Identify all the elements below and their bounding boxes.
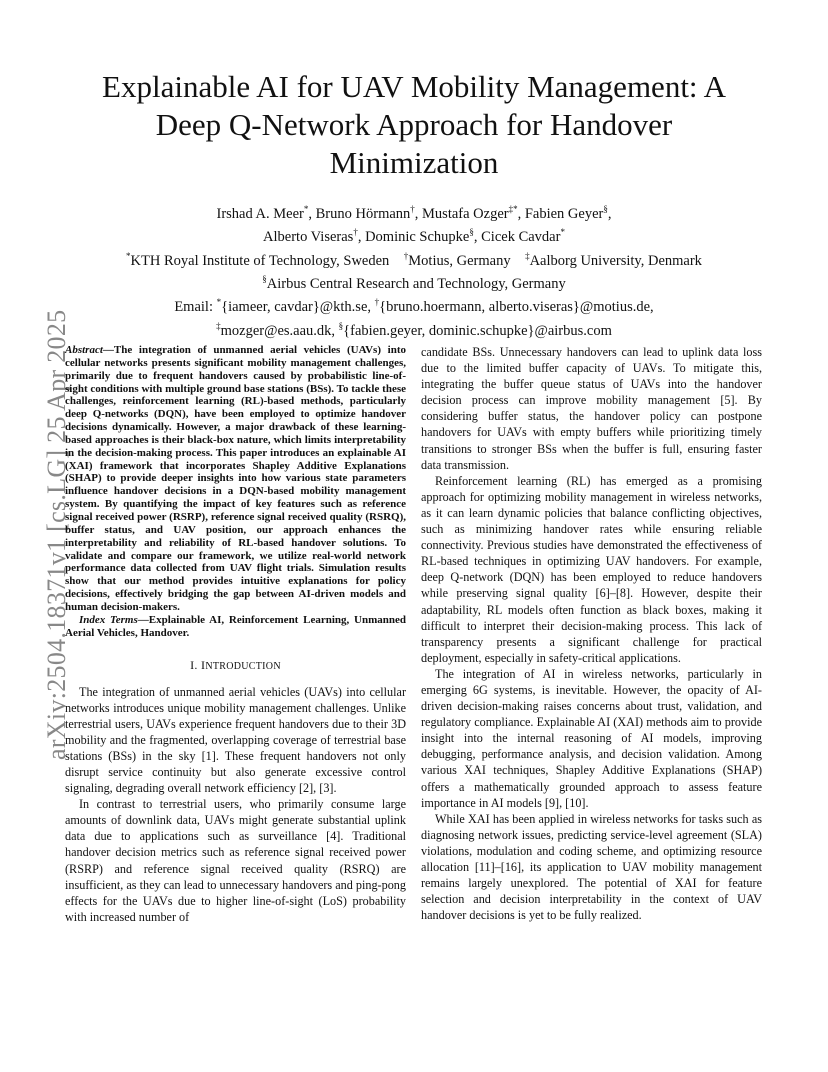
author-sep: , xyxy=(607,205,612,222)
affil-mark: ‡ xyxy=(216,320,221,331)
affil-mark: § xyxy=(338,320,344,331)
author-line-1 xyxy=(70,200,758,223)
email: {iameer, cavdar}@kth.se, xyxy=(221,299,375,316)
arxiv-stamp xyxy=(22,290,71,760)
email: {fabien.geyer, dominic.schupke}@airbus.com xyxy=(343,322,612,339)
arxiv-stamp-text: arXiv:2504.18371v1 [cs.LG] 25 Apr 2025 xyxy=(42,309,71,760)
index-terms-text: —Explainable AI, Reinforcement Learning, Unmanned Aerial Vehicles, Handover. xyxy=(65,613,406,639)
right-column xyxy=(421,344,762,923)
paragraph: The integration of unmanned aerial vehicles (UAVs) into cellular networks introduces unique mobility management challenges. Unlike terrestrial users, UAVs experience frequent handovers due to their 3D mobility and the fragmented, overlapping coverage of terrestrial base stations (BSs) in the sky [1]. These frequent handovers not only disrupt service continuity but also generate excessive control signaling, degrading overall network efficiency [2], [3]. xyxy=(65,684,406,796)
index-terms xyxy=(65,614,406,640)
affil-mark: ‡ xyxy=(525,250,530,261)
affil-mark: § xyxy=(262,273,267,284)
paragraph: candidate BSs. Unnecessary handovers can lead to uplink data loss due to the limited buffer capacity of UAVs. To mitigate this, integrating the buffer queue status of UAVs into the handover decision process can improve mobility management [5]. By considering buffer status, the handover policy can postpone handovers for UAVs with empty buffers while prioritizing timely transitions to stronger BSs when the buffer is full, ensuring faster data transmission. xyxy=(421,345,762,472)
affil-mark: * xyxy=(560,227,565,238)
affiliation: Motius, Germany xyxy=(408,252,511,269)
affil-mark: * xyxy=(126,250,131,261)
abstract xyxy=(65,344,406,614)
paragraph: The integration of AI in wireless networks, particularly in emerging 6G systems, is inevitable. However, the opacity of AI-driven decision-making raises concerns about trust, validation, and regulatory compliance. Explainable AI (XAI) methods aim to provide insight into the internal reasoning of AI models, improving debugging, performance analysis, and decision validation. Among various XAI techniques, Shapley Additive Explanations (SHAP) offers a mathematically grounded approach to assess feature importance in AI models [9], [10]. xyxy=(421,666,762,810)
section-heading xyxy=(65,657,406,675)
section-number: I. xyxy=(190,658,202,673)
author-line-2 xyxy=(70,223,758,246)
affil-mark: † xyxy=(410,204,415,214)
author-name: Irshad A. Meer xyxy=(216,205,304,222)
email-line-2 xyxy=(70,317,758,340)
affiliation: Aalborg University, Denmark xyxy=(529,252,702,269)
author-name: , Cicek Cavdar xyxy=(473,229,561,246)
email-line-1 xyxy=(70,293,758,316)
affil-mark: † xyxy=(353,227,358,238)
author-name: , Bruno Hörmann xyxy=(308,205,411,222)
affil-mark: * xyxy=(216,297,222,308)
affil-mark: † xyxy=(403,250,409,261)
left-column xyxy=(65,344,406,925)
affiliation-line-1 xyxy=(70,247,758,270)
affil-mark: * xyxy=(303,204,309,214)
author-name: , Fabien Geyer xyxy=(517,205,604,222)
author-name: , Mustafa Ozger xyxy=(414,205,509,222)
section-title-initial: I xyxy=(201,658,206,673)
affiliation: Airbus Central Research and Technology, Germany xyxy=(266,275,566,292)
affil-mark: ‡* xyxy=(508,204,518,214)
email-label: Email: xyxy=(174,299,217,316)
affil-mark: § xyxy=(469,227,474,238)
email: mozger@es.aau.dk, xyxy=(220,322,339,339)
abstract-text: —The integration of unmanned aerial vehicles (UAVs) into cellular networks presents significant mobility management challenges, primarily due to frequent handovers caused by probabilistic line-of-sight conditions with multiple ground base stations (BSs). To tackle these challenges, reinforcement learning (RL)-based methods, particularly deep Q-networks (DQN), have been employed to optimize handover decisions dynamically. However, a major drawback of these learning-based approaches is their black-box nature, which limits interpretability in the decision-making process. This paper introduces an explainable AI (XAI) framework that incorporates Shapley Additive Explanations (SHAP) to provide deeper insights into how various state parameters influence handover decisions in a DQN-based mobility management system. By quantifying the impact of key features such as reference signal received power (RSRP), reference signal received quality (RSRQ), buffer status, and UAV position, our approach enhances the interpretability and reliability of RL-based handover solutions. To validate and compare our framework, we utilize real-world network performance data collected from UAV flight trials. Simulation results show that our method provides intuitive explanations for policy decisions, effectively bridging the gap between AI-driven models and human decision-makers. xyxy=(65,344,406,613)
email: {bruno.hoermann, alberto.viseras}@motius.de, xyxy=(379,299,654,316)
abstract-label: Abstract xyxy=(65,344,103,356)
paragraph: While XAI has been applied in wireless networks for tasks such as diagnosing network issues, predicting service-level agreement (SLA) violations, modulation and coding scheme, and optimizing resource allocation [11]–[16], its application to UAV mobility management remains largely unexplored. The potential of XAI for feature selection and decision interpretability in the context of UAV handover decisions is yet to be fully realized. xyxy=(421,811,762,923)
affil-mark: § xyxy=(603,204,608,214)
section-title-rest: NTRODUCTION xyxy=(205,661,281,673)
affiliation: KTH Royal Institute of Technology, Sweden xyxy=(130,252,390,269)
author-block xyxy=(70,200,758,340)
affiliation-line-2 xyxy=(70,270,758,293)
paper-title: Explainable AI for UAV Mobility Management: A Deep Q-Network Approach for Handover Minimization xyxy=(102,69,726,180)
paragraph: Reinforcement learning (RL) has emerged as a promising approach for optimizing mobility management in wireless networks, as it can learn dynamic policies that balance conflicting objectives, such as minimizing handover rates while ensuring reliable connectivity. Previous studies have demonstrated the effectiveness of RL-based techniques in optimizing UAV handovers. For example, deep Q-network (DQN) has been employed to reduce handovers while preserving signal quality [6]–[8]. However, despite their adaptability, RL models often function as black boxes, making it difficult to interpret their decision-making process. This lack of transparency presents a significant challenge for practical deployment, especially in safety-critical applications. xyxy=(421,473,762,665)
index-terms-label: Index Terms xyxy=(79,613,138,626)
paragraph: In contrast to terrestrial users, who primarily consume large amounts of downlink data, UAVs might generate substantial uplink data due to applications such as surveillance [4]. Traditional handover decision metrics such as reference signal received power (RSRP) and reference signal received quality (RSRQ) are insufficient, as they can lead to unnecessary handovers and ping-pong effects for the UAVs due to higher line-of-sight (LoS) probability with increased number of xyxy=(65,797,406,924)
author-name: Alberto Viseras xyxy=(263,229,354,246)
affil-mark: † xyxy=(374,297,380,308)
author-name: , Dominic Schupke xyxy=(357,229,470,246)
